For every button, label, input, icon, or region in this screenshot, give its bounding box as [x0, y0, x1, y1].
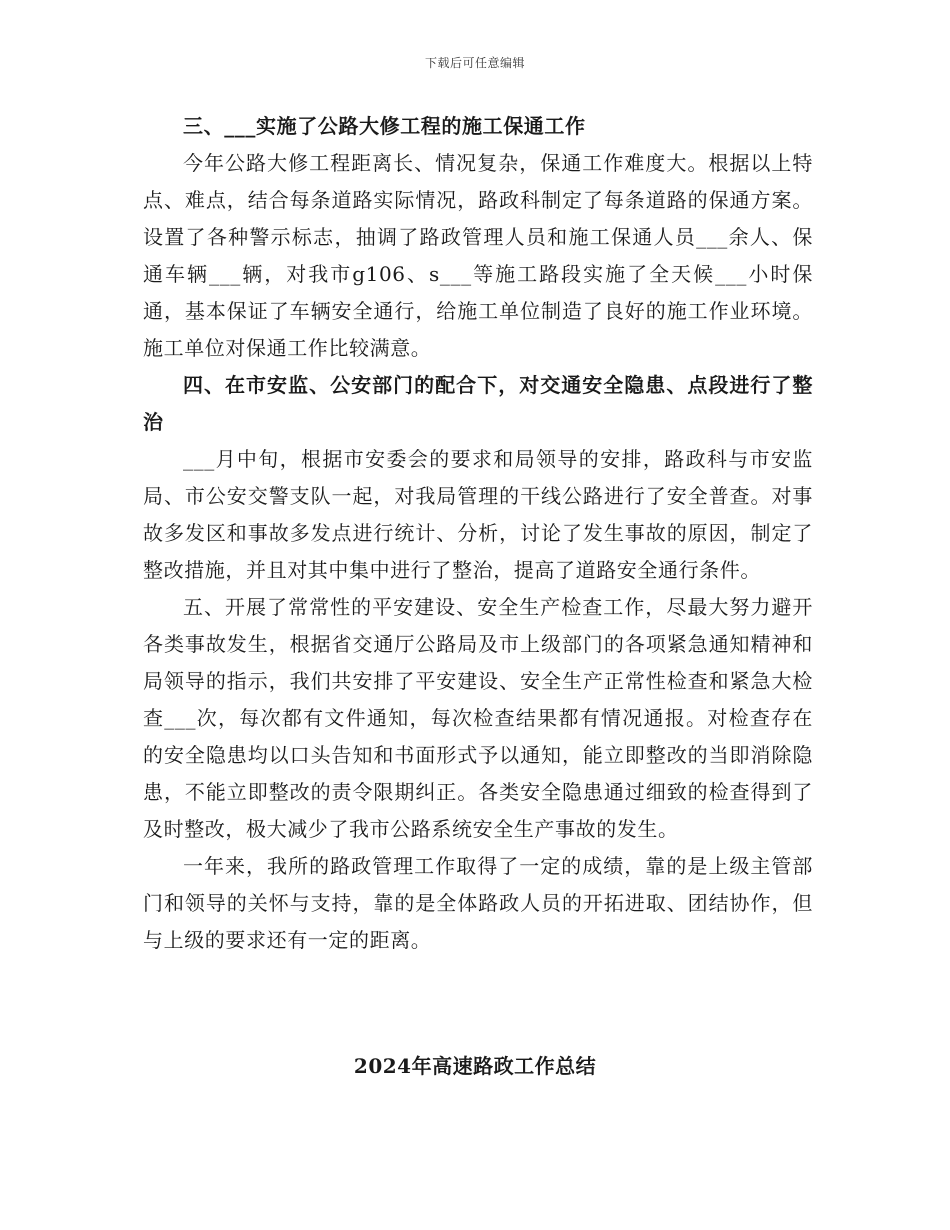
section-3-paragraph: 今年公路大修工程距离长、情况复杂，保通工作难度大。根据以上特点、难点，结合每条道路实际情况，路政科制定了每条道路的保通方案。设置了各种警示标志，抽调了路政管理人员和施工保通人员___余人、保通车辆___辆，对我市g106、s___等施工路段实施了全天候___小时保通，基本保证了车辆安全通行，给施工单位制造了良好的施工作业环境。施工单位对保通工作比较满意。 — [143, 151, 813, 360]
section-4-paragraph: ___月中旬，根据市安委会的要求和局领导的安排，路政科与市安监局、市公安交警支队一起，对我局管理的干线公路进行了安全普查。对事故多发区和事故多发点进行统计、分析，讨论了发生事故的原因，制定了整改措施，并且对其中集中进行了整治，提高了道路安全通行条件。 — [143, 447, 813, 582]
section-5-paragraph: 五、开展了常常性的平安建设、安全生产检查工作，尽最大努力避开各类事故发生，根据省交通厅公路局及市上级部门的各项紧急通知精神和局领导的指示，我们共安排了平安建设、安全生产正常性检查和紧急大检查___次，每次都有文件通知，每次检查结果都有情况通报。对检查存在的安全隐患均以口头告知和书面形式予以通知，能立即整改的当即消除隐患，不能立即整改的责令限期纠正。各类安全隐患通过细致的检查得到了及时整改，极大减少了我市公路系统安全生产事故的发生。 — [143, 595, 813, 841]
document-body — [143, 108, 813, 959]
next-document-title: 2024年高速路政工作总结 — [353, 1054, 597, 1078]
header-note: 下载后可任意编辑 — [424, 56, 525, 70]
conclusion-paragraph: 一年来，我所的路政管理工作取得了一定的成绩，靠的是上级主管部门和领导的关怀与支持，靠的是全体路政人员的开拓进取、团结协作，但与上级的要求还有一定的距离。 — [143, 854, 813, 952]
section-4-heading: 四、在市安监、公安部门的配合下，对交通安全隐患、点段进行了整治 — [143, 373, 813, 434]
section-3-heading: 三、___实施了公路大修工程的施工保通工作 — [183, 114, 586, 138]
